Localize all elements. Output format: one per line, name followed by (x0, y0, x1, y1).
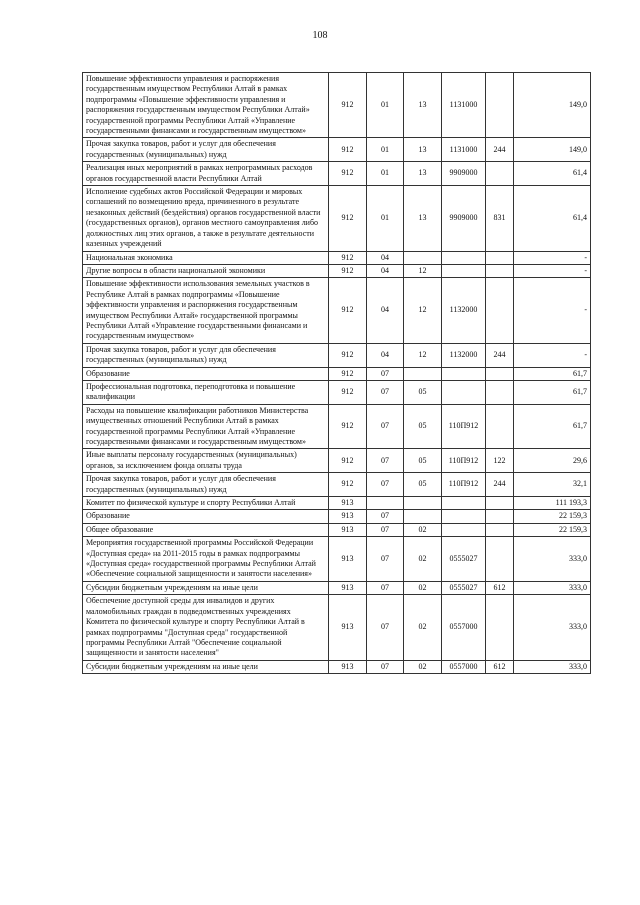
expense-name-cell: Образование (83, 367, 329, 380)
target-article-cell: 0557000 (442, 660, 486, 673)
table-row (83, 473, 591, 497)
amount-cell: 333,0 (514, 581, 591, 594)
admin-code-cell: 913 (329, 595, 367, 660)
table-row (83, 449, 591, 473)
section-cell: 01 (367, 162, 404, 186)
expense-name-cell: Исполнение судебных актов Российской Федерации и мировых соглашений по возмещению вреда, причиненного в результате незаконных действий (бездействия) органов государственной власти (государственных органов), органов местного самоуправления либо должностных лиц этих органов, а также в результате деятельности казенных учреждений (83, 186, 329, 251)
table-row (83, 404, 591, 449)
admin-code-cell: 912 (329, 343, 367, 367)
expense-name-cell: Образование (83, 510, 329, 523)
expense-name-cell: Повышение эффективности использования земельных участков в Республике Алтай в рамках подпрограммы «Повышение эффективности управления и распоряжения государственным имуществом Республики Алтай» государственной программы Республики Алтай «Управление государственными финансами и государственным имуществом» (83, 278, 329, 343)
expense-name-cell: Реализация иных мероприятий в рамках непрограммных расходов органов государственной власти Республики Алтай (83, 162, 329, 186)
expense-type-cell: 612 (486, 581, 514, 594)
amount-cell: 333,0 (514, 537, 591, 582)
expense-name-cell: Иные выплаты персоналу государственных (муниципальных) органов, за исключением фонда оплаты труда (83, 449, 329, 473)
section-cell: 07 (367, 380, 404, 404)
expense-type-cell (486, 278, 514, 343)
section-cell: 07 (367, 473, 404, 497)
table-row (83, 186, 591, 251)
table-row (83, 537, 591, 582)
amount-cell: 111 193,3 (514, 497, 591, 510)
table-row (83, 264, 591, 277)
subsection-cell (404, 367, 442, 380)
subsection-cell: 05 (404, 449, 442, 473)
target-article-cell (442, 523, 486, 536)
admin-code-cell: 913 (329, 581, 367, 594)
expense-type-cell (486, 537, 514, 582)
subsection-cell: 02 (404, 523, 442, 536)
expense-type-cell (486, 595, 514, 660)
subsection-cell: 02 (404, 537, 442, 582)
amount-cell: 61,4 (514, 186, 591, 251)
amount-cell: 29,6 (514, 449, 591, 473)
section-cell: 07 (367, 581, 404, 594)
subsection-cell: 12 (404, 264, 442, 277)
table-row (83, 497, 591, 510)
expense-name-cell: Прочая закупка товаров, работ и услуг для обеспечения государственных (муниципальных) нужд (83, 343, 329, 367)
admin-code-cell: 913 (329, 537, 367, 582)
amount-cell: 22 159,3 (514, 510, 591, 523)
admin-code-cell: 912 (329, 264, 367, 277)
expense-type-cell (486, 523, 514, 536)
admin-code-cell: 912 (329, 473, 367, 497)
target-article-cell: 0555027 (442, 581, 486, 594)
subsection-cell (404, 497, 442, 510)
amount-cell: - (514, 343, 591, 367)
admin-code-cell: 913 (329, 497, 367, 510)
table-row (83, 367, 591, 380)
subsection-cell: 02 (404, 660, 442, 673)
budget-table (82, 72, 591, 674)
subsection-cell: 13 (404, 186, 442, 251)
expense-name-cell: Общее образование (83, 523, 329, 536)
table-row (83, 595, 591, 660)
expense-name-cell: Другие вопросы в области национальной экономики (83, 264, 329, 277)
expense-type-cell (486, 251, 514, 264)
subsection-cell: 13 (404, 73, 442, 138)
amount-cell: 61,7 (514, 404, 591, 449)
subsection-cell (404, 251, 442, 264)
expense-name-cell: Комитет по физической культуре и спорту Республики Алтай (83, 497, 329, 510)
table-row (83, 251, 591, 264)
target-article-cell: 1132000 (442, 278, 486, 343)
table-row (83, 343, 591, 367)
amount-cell: 333,0 (514, 660, 591, 673)
admin-code-cell: 913 (329, 660, 367, 673)
subsection-cell: 12 (404, 278, 442, 343)
expense-type-cell: 244 (486, 343, 514, 367)
target-article-cell (442, 510, 486, 523)
section-cell: 07 (367, 595, 404, 660)
admin-code-cell: 912 (329, 278, 367, 343)
section-cell: 07 (367, 510, 404, 523)
target-article-cell: 0557000 (442, 595, 486, 660)
admin-code-cell: 913 (329, 510, 367, 523)
subsection-cell: 05 (404, 380, 442, 404)
amount-cell: 32,1 (514, 473, 591, 497)
expense-type-cell: 244 (486, 138, 514, 162)
expense-type-cell: 831 (486, 186, 514, 251)
table-row (83, 380, 591, 404)
target-article-cell: 9909000 (442, 186, 486, 251)
expense-type-cell: 612 (486, 660, 514, 673)
expense-name-cell: Национальная экономика (83, 251, 329, 264)
subsection-cell: 02 (404, 581, 442, 594)
table-row (83, 660, 591, 673)
section-cell: 07 (367, 449, 404, 473)
admin-code-cell: 912 (329, 380, 367, 404)
admin-code-cell: 912 (329, 367, 367, 380)
table-row (83, 138, 591, 162)
table-row (83, 510, 591, 523)
expense-name-cell: Обеспечение доступной среды для инвалидов и других маломобильных граждан в подведомственных учреждениях Комитета по физической культуре и спорту Республики Алтай в рамках подпрограммы "Доступная среда" государственной программы Республики Алтай "Обеспечение социальной защищенности и занятости населения" (83, 595, 329, 660)
admin-code-cell: 912 (329, 449, 367, 473)
subsection-cell: 02 (404, 595, 442, 660)
subsection-cell: 13 (404, 138, 442, 162)
table-row (83, 523, 591, 536)
expense-name-cell: Прочая закупка товаров, работ и услуг для обеспечения государственных (муниципальных) нужд (83, 138, 329, 162)
expense-type-cell: 122 (486, 449, 514, 473)
table-row (83, 162, 591, 186)
section-cell (367, 497, 404, 510)
section-cell: 04 (367, 278, 404, 343)
section-cell: 04 (367, 264, 404, 277)
amount-cell: 61,4 (514, 162, 591, 186)
target-article-cell (442, 367, 486, 380)
target-article-cell: 110П912 (442, 449, 486, 473)
expense-type-cell (486, 380, 514, 404)
section-cell: 07 (367, 537, 404, 582)
target-article-cell: 1132000 (442, 343, 486, 367)
expense-type-cell (486, 367, 514, 380)
expense-name-cell: Мероприятия государственной программы Российской Федерации «Доступная среда» на 2011-2015 годы в рамках подпрограммы «Доступная среда» государственной программы Республики Алтай «Обеспечение социальной защищенности и занятости населения» (83, 537, 329, 582)
target-article-cell: 1131000 (442, 138, 486, 162)
section-cell: 01 (367, 186, 404, 251)
admin-code-cell: 912 (329, 73, 367, 138)
section-cell: 04 (367, 343, 404, 367)
target-article-cell: 9909000 (442, 162, 486, 186)
amount-cell: 149,0 (514, 73, 591, 138)
table-row (83, 278, 591, 343)
subsection-cell: 12 (404, 343, 442, 367)
expense-name-cell: Расходы на повышение квалификации работников Министерства имущественных отношений Республики Алтай в рамках государственной программы Республики Алтай «Управление государственными финансами и государственным имуществом» (83, 404, 329, 449)
target-article-cell: 110П912 (442, 404, 486, 449)
target-article-cell (442, 264, 486, 277)
target-article-cell (442, 497, 486, 510)
amount-cell: - (514, 278, 591, 343)
amount-cell: 61,7 (514, 367, 591, 380)
amount-cell: 333,0 (514, 595, 591, 660)
target-article-cell (442, 251, 486, 264)
section-cell: 01 (367, 73, 404, 138)
subsection-cell (404, 510, 442, 523)
admin-code-cell: 912 (329, 138, 367, 162)
target-article-cell (442, 380, 486, 404)
subsection-cell: 13 (404, 162, 442, 186)
table-row (83, 581, 591, 594)
expense-type-cell (486, 510, 514, 523)
amount-cell: - (514, 264, 591, 277)
admin-code-cell: 912 (329, 186, 367, 251)
admin-code-cell: 913 (329, 523, 367, 536)
amount-cell: - (514, 251, 591, 264)
target-article-cell: 1131000 (442, 73, 486, 138)
expense-type-cell: 244 (486, 473, 514, 497)
target-article-cell: 0555027 (442, 537, 486, 582)
expense-name-cell: Прочая закупка товаров, работ и услуг для обеспечения государственных (муниципальных) нужд (83, 473, 329, 497)
admin-code-cell: 912 (329, 404, 367, 449)
amount-cell: 149,0 (514, 138, 591, 162)
expense-type-cell (486, 73, 514, 138)
section-cell: 07 (367, 660, 404, 673)
target-article-cell: 110П912 (442, 473, 486, 497)
amount-cell: 22 159,3 (514, 523, 591, 536)
subsection-cell: 05 (404, 473, 442, 497)
section-cell: 01 (367, 138, 404, 162)
admin-code-cell: 912 (329, 162, 367, 186)
expense-type-cell (486, 404, 514, 449)
page-number: 108 (312, 30, 328, 41)
expense-name-cell: Субсидии бюджетным учреждениям на иные цели (83, 660, 329, 673)
section-cell: 07 (367, 404, 404, 449)
expense-type-cell (486, 497, 514, 510)
amount-cell: 61,7 (514, 380, 591, 404)
expense-name-cell: Субсидии бюджетным учреждениям на иные цели (83, 581, 329, 594)
subsection-cell: 05 (404, 404, 442, 449)
section-cell: 07 (367, 523, 404, 536)
expense-name-cell: Профессиональная подготовка, переподготовка и повышение квалификации (83, 380, 329, 404)
expense-type-cell (486, 162, 514, 186)
section-cell: 07 (367, 367, 404, 380)
expense-type-cell (486, 264, 514, 277)
table-row (83, 73, 591, 138)
admin-code-cell: 912 (329, 251, 367, 264)
expense-name-cell: Повышение эффективности управления и распоряжения государственным имуществом Республики Алтай в рамках подпрограммы «Повышение эффективности управления и распоряжения государственным имуществом Республики Алтай» государственной программы Республики Алтай «Управление государственными финансами и государственным имуществом» (83, 73, 329, 138)
section-cell: 04 (367, 251, 404, 264)
